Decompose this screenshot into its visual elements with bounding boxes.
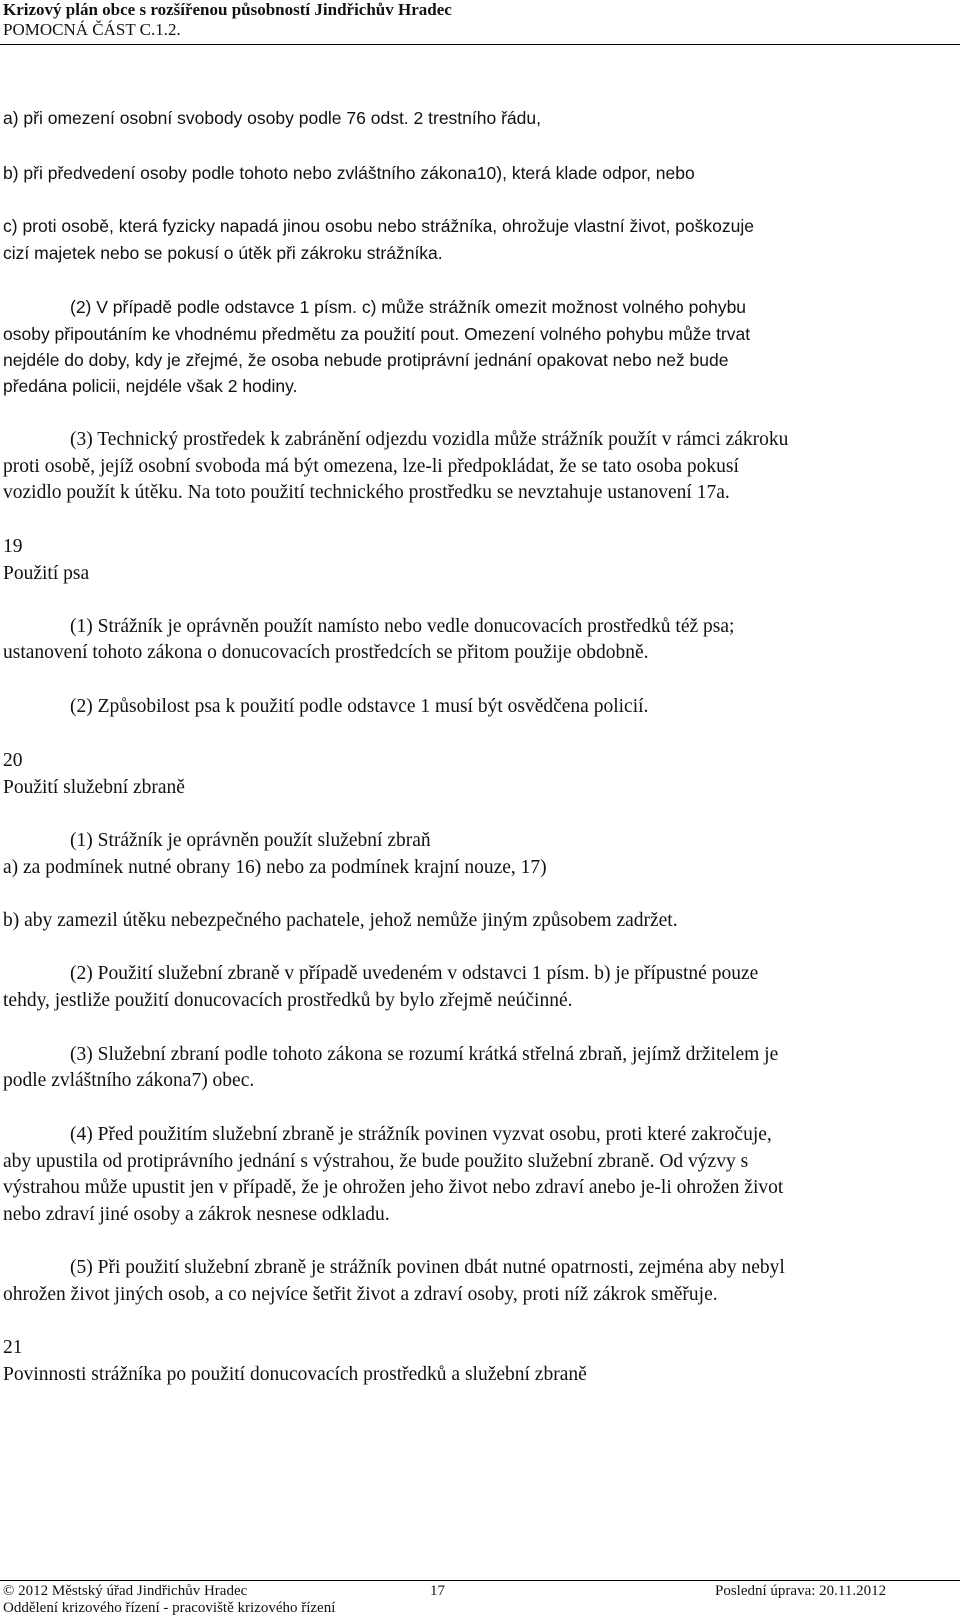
text-line: aby upustila od protiprávního jednání s výstrahou, že bude použito služební zbraně. Od výzvy s [3,1151,749,1172]
text-line: osoby připoutáním ke vhodnému předmětu za použití pout. Omezení volného pohybu může trvat [3,324,751,344]
text-line: a) při omezení osobní svobody osoby podle 76 odst. 2 trestního řádu, [3,108,541,128]
page-number: 17 [430,1583,445,1599]
section-number: 20 [3,750,23,771]
text-line: (2) Způsobilost psa k použití podle odstavce 1 musí být osvědčena policií. [70,696,649,717]
text-line: (3) Služební zbraní podle tohoto zákona se rozumí krátká střelná zbraň, jejímž držitelem je [70,1044,779,1065]
text-line: a) za podmínek nutné obrany 16) nebo za podmínek krajní nouze, 17) [3,857,547,878]
section-number: 21 [3,1337,23,1358]
text-line: vozidlo použít k útěku. Na toto použití technického prostředku se nevztahuje ustanovení 17a. [3,482,730,503]
text-line: výstrahou může upustit jen v případě, že je ohrožen jeho život nebo zdraví anebo je-li ohrožen život [3,1177,784,1198]
text-line: (5) Při použití služební zbraně je strážník povinen dbát nutné opatrnosti, zejména aby nebyl [70,1257,785,1278]
footer-rule [0,1580,960,1581]
text-line: cizí majetek nebo se pokusí o útěk při zákroku strážníka. [3,243,443,263]
text-line: (2) Použití služební zbraně v případě uvedeném v odstavci 1 písm. b) je přípustné pouze [70,963,759,984]
section-number: 19 [3,536,23,557]
text-line: ustanovení tohoto zákona o donucovacích prostředcích se přitom použije obdobně. [3,642,649,663]
text-line: tehdy, jestliže použití donucovacích prostředků by bylo zřejmě neúčinné. [3,990,573,1011]
section-heading: Použití psa [3,563,90,584]
text-line: nejdéle do doby, kdy je zřejmé, že osoba nebude protiprávní jednání opakovat nebo než bude [3,350,729,370]
footer-department: Oddělení krizového řízení - pracoviště krizového řízení [3,1600,336,1616]
footer-copyright: © 2012 Městský úřad Jindřichův Hradec [3,1583,248,1599]
text-line: (3) Technický prostředek k zabránění odjezdu vozidla může strážník použít v rámci zákroku [70,429,789,450]
text-line: (1) Strážník je oprávněn použít namísto nebo vedle donucovacích prostředků též psa; [70,616,735,637]
text-line: (1) Strážník je oprávněn použít služební zbraň [70,830,431,851]
text-line: c) proti osobě, která fyzicky napadá jinou osobu nebo strážníka, ohrožuje vlastní život, poškozuje [3,216,754,236]
document-section: POMOCNÁ ČÁST C.1.2. [3,20,181,39]
text-line: (2) V případě podle odstavce 1 písm. c) může strážník omezit možnost volného pohybu [70,297,747,317]
text-line: předána policii, nejdéle však 2 hodiny. [3,376,298,396]
section-heading: Povinnosti strážníka po použití donucovacích prostředků a služební zbraně [3,1364,587,1385]
text-line: (4) Před použitím služební zbraně je strážník povinen vyzvat osobu, proti které zakročuje, [70,1124,772,1145]
text-line: b) aby zamezil útěku nebezpečného pachatele, jehož nemůže jiným způsobem zadržet. [3,910,678,931]
footer-last-update: Poslední úprava: 20.11.2012 [715,1583,887,1599]
text-line: proti osobě, jejíž osobní svoboda má být omezena, lze-li předpokládat, že se tato osoba pokusí [3,456,739,477]
text-line: nebo zdraví jiné osoby a zákrok nesnese odkladu. [3,1204,390,1225]
document-title: Krizový plán obce s rozšířenou působností Jindřichův Hradec [3,0,452,19]
section-heading: Použití služební zbraně [3,777,185,798]
text-line: podle zvláštního zákona7) obec. [3,1070,255,1091]
text-line: ohrožen život jiných osob, a co nejvíce šetřit život a zdraví osoby, proti níž zákrok směřuje. [3,1284,718,1305]
text-line: b) při předvedení osoby podle tohoto nebo zvláštního zákona10), která klade odpor, nebo [3,163,695,183]
header-rule [0,44,960,45]
